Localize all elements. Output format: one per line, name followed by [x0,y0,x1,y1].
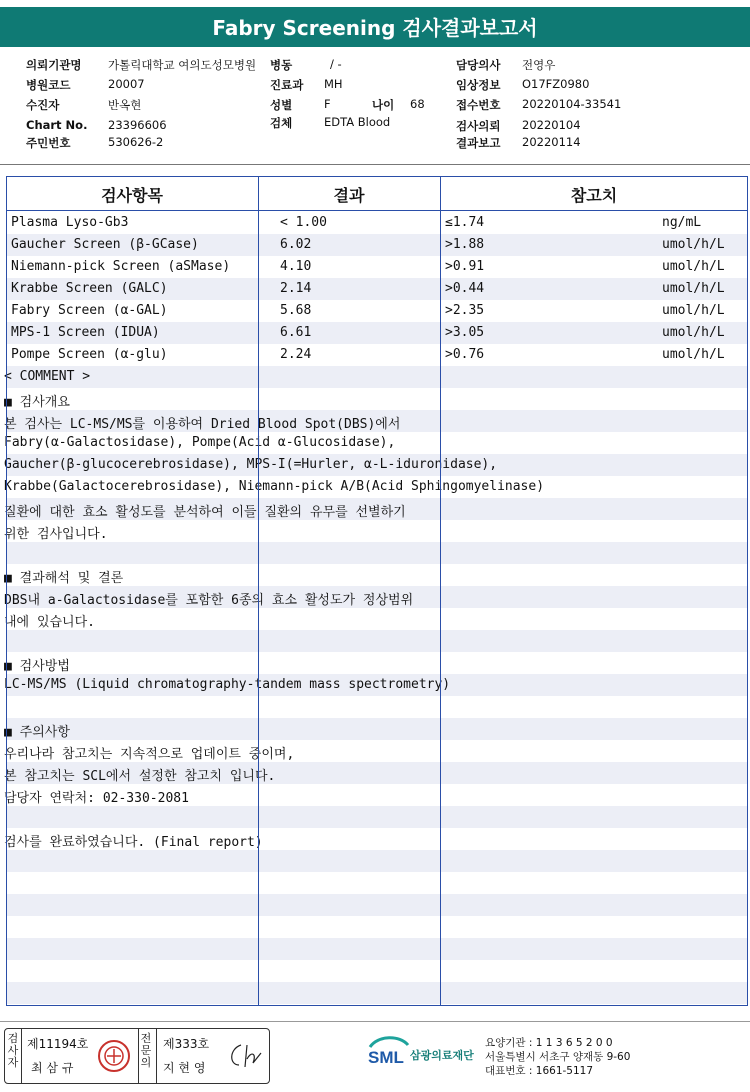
info-value: EDTA Blood [324,115,391,129]
org-phone: 대표번호 : 1661-5117 [485,1065,594,1077]
seal-stamp [97,1039,131,1073]
org-code: 요양기관 : 1 1 3 6 5 2 0 0 [485,1037,613,1049]
comment-line: 담당자 연락처: 02-330-2081 [4,791,189,806]
result-cell: 2.24 [280,347,312,362]
signer-name: 최 삼 규 [31,1061,74,1075]
test-item-cell: Krabbe Screen (GALC) [11,281,168,296]
info-value: 20007 [108,77,145,91]
info-value: 전영우 [522,58,556,72]
comment-line: 내에 있습니다. [4,615,96,630]
org-street: 서울특별시 서초구 양재동 9-60 [485,1051,631,1063]
comment-line: ■ 검사방법 [4,659,70,674]
result-cell: < 1.00 [280,215,327,230]
info-label: 결과보고 [456,136,501,150]
header-divider [6,210,748,211]
comment-line: 본 참고치는 SCL에서 설정한 참고치 입니다. [4,769,276,784]
info-label: 임상정보 [456,78,501,92]
info-value: 반옥현 [108,98,142,112]
info-value: 530626-2 [108,135,164,149]
result-cell: 5.68 [280,303,312,318]
signer-role: 전문의 [140,1032,152,1069]
reference-cell: >0.76 [445,347,485,362]
info-label: 담당의사 [456,58,501,72]
info-value: O17FZ0980 [522,77,590,91]
handwritten-signature [227,1041,263,1071]
unit-cell: umol/h/L [662,237,725,252]
test-item-cell: Pompe Screen (α-glu) [11,347,168,362]
info-value: MH [324,77,343,91]
reference-cell: >0.91 [445,259,485,274]
reference-cell: >3.05 [445,325,485,340]
info-label: 진료과 [270,78,304,92]
info-value: F [324,97,331,111]
info-value: 20220104-33541 [522,97,622,111]
info-label: 병동 [270,58,293,72]
org-address [485,1036,630,1078]
unit-cell: umol/h/L [662,281,725,296]
reference-cell: >2.35 [445,303,485,318]
info-value: 가톨릭대학교 여의도성모병원 [108,58,257,72]
divider [0,164,750,165]
result-cell: 6.61 [280,325,312,340]
comment-line: ■ 검사개요 [4,395,70,410]
comment-line: ■ 주의사항 [4,725,70,740]
sml-logo [366,1035,410,1075]
license-number: 제11194호 [27,1037,89,1051]
reference-cell: >0.44 [445,281,485,296]
comment-line: Gaucher(β-glucocerebrosidase), MPS-I(=Hurler, α-L-iduronidase), [4,457,498,472]
info-label: 검체 [270,116,293,130]
comment-line: Fabry(α-Galactosidase), Pompe(Acid α-Glucosidase), [4,435,396,450]
info-value: 23396606 [108,118,167,132]
unit-cell: umol/h/L [662,303,725,318]
unit-cell: umol/h/L [662,347,725,362]
comment-line: 우리나라 참고치는 지속적으로 업데이트 중이며, [4,747,295,762]
header-test-item: 검사항목 [101,186,163,205]
comment-line: ■ 결과해석 및 결론 [4,571,124,586]
column-divider [258,176,259,1006]
signer-name: 지 현 영 [163,1061,206,1075]
info-label: Chart No. [26,118,88,132]
divider [0,1021,750,1022]
result-cell: 4.10 [280,259,312,274]
info-label: 나이 [372,98,395,112]
info-label: 성별 [270,98,293,112]
org-name: 삼광의료재단 [410,1049,474,1062]
report-title: Fabry Screening 검사결과보고서 [0,7,750,47]
header-reference: 참고치 [570,186,618,205]
test-item-cell: Fabry Screen (α-GAL) [11,303,168,318]
info-label: 병원코드 [26,78,71,92]
reference-cell: ≤1.74 [445,215,485,230]
unit-cell: umol/h/L [662,259,725,274]
svg-text:SML: SML [368,1048,404,1067]
signature-box [4,1028,270,1084]
comment-line: DBS내 a-Galactosidase를 포함한 6종의 효소 활성도가 정상범위 [4,593,414,608]
results-table [6,176,748,1006]
result-cell: 6.02 [280,237,312,252]
column-divider [440,176,441,1006]
signer-role: 검사자 [7,1032,19,1069]
patient-info [0,52,750,164]
header-result: 결과 [333,186,365,205]
comment-line: 검사를 완료하였습니다. (Final report) [4,835,263,850]
test-item-cell: Plasma Lyso-Gb3 [11,215,129,230]
comment-line: < COMMENT > [4,369,91,384]
unit-cell: umol/h/L [662,325,725,340]
reference-cell: >1.88 [445,237,485,252]
info-label: 수진자 [26,98,60,112]
info-label: 검사의뢰 [456,119,501,133]
comment-line: 위한 검사입니다. [4,527,108,542]
test-item-cell: MPS-1 Screen (IDUA) [11,325,160,340]
comment-line: Krabbe(Galactocerebrosidase), Niemann-pick A/B(Acid Sphingomyelinase) [4,479,545,494]
info-value: 20220104 [522,118,581,132]
license-number: 제333호 [163,1037,210,1051]
result-cell: 2.14 [280,281,312,296]
info-value: 68 [410,97,425,111]
info-label: 의뢰기관명 [26,58,82,72]
info-value: / - [330,57,342,71]
comment-line: 본 검사는 LC-MS/MS를 이용하여 Dried Blood Spot(DBS)에서 [4,417,401,432]
test-item-cell: Niemann-pick Screen (aSMase) [11,259,231,274]
info-value: 20220114 [522,135,581,149]
unit-cell: ng/mL [662,215,702,230]
comment-line: 질환에 대한 효소 활성도를 분석하여 이들 질환의 유무를 선별하기 [4,505,406,520]
info-label: 접수번호 [456,98,501,112]
info-label: 주민번호 [26,136,71,150]
test-item-cell: Gaucher Screen (β-GCase) [11,237,199,252]
comment-line: LC-MS/MS (Liquid chromatography-tandem mass spectrometry) [4,677,451,692]
